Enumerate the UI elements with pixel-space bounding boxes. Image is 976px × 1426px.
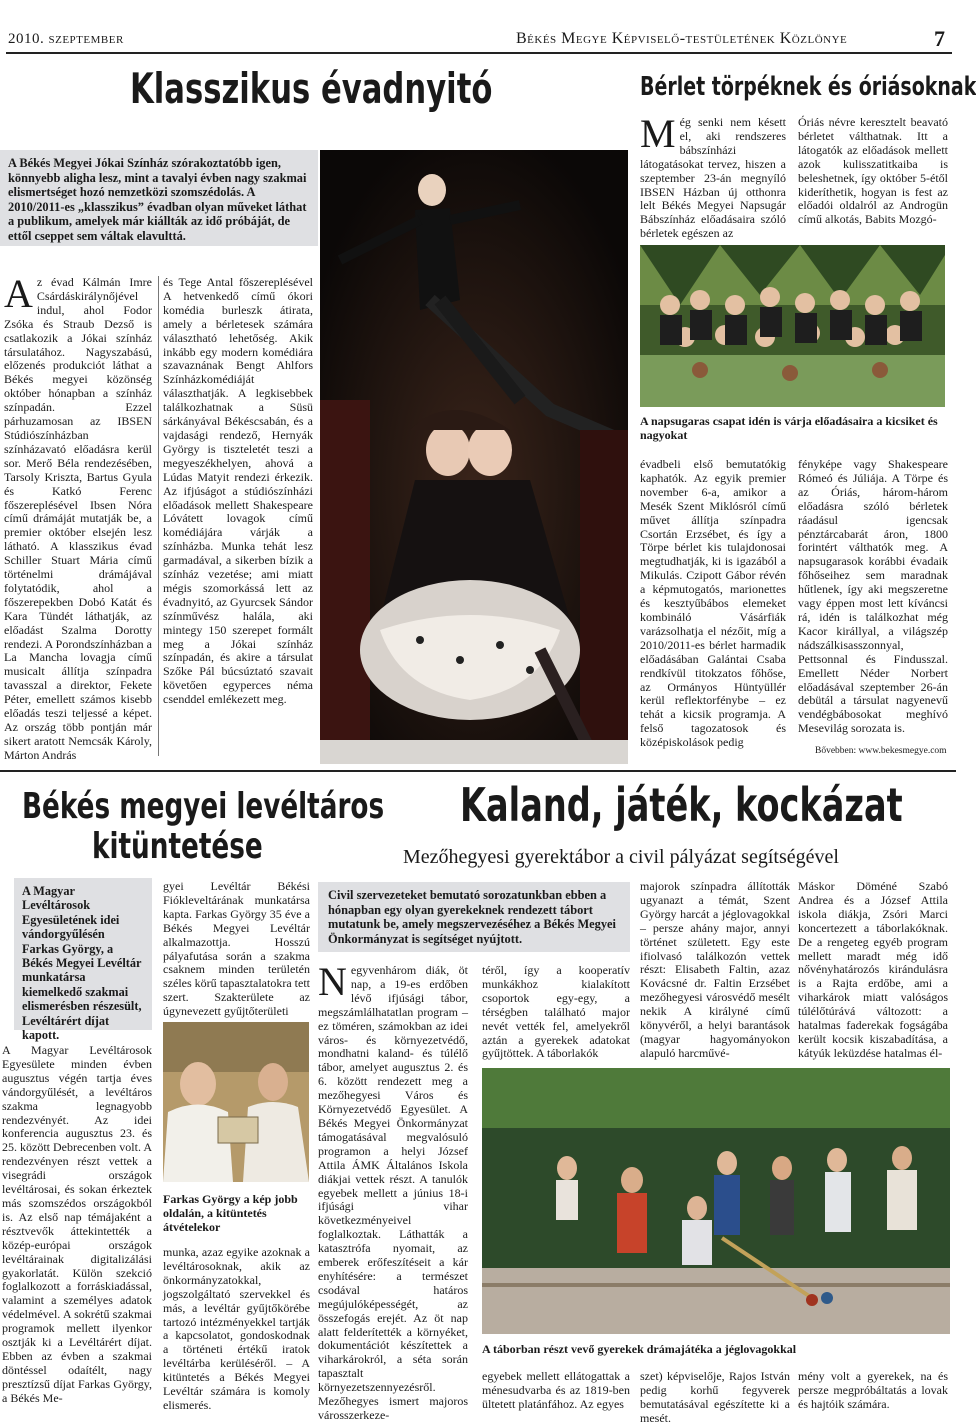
article2-caption: A napsugaras csapat idén is várja előadásaira a kicsiket és nagyokat [640, 414, 938, 442]
article4-title: Kaland, játék, kockázat [460, 778, 903, 832]
article4-col1-text: egyvenhárom diák, öt nap, a 19-es erdőben lévő ifjúsági tábor, megszámlálhatatlan program – ez töméren, számokban az idei város- és környezetvédő, mondhatni kaland- és túlélő tábor, amelyet augusztus 2. és 6. között rendezett meg a mezőhegyesi Város és Környezetvédő Egyesület. A Békés Megyei Önkormányzat támogatásával megvalósuló programon a helyi József Attila ÁMK Általános Iskola diákjai vettek részt. A tanulók egyebek mellett a június 18-i ifjúsági vihar következményeivel foglalkoztak. Láthatták a katasztrófa nyomait, az emberek erőfeszítéseit a kár enyhítésére: a természet csodával határos megújulóképességét, az összefogás erejét. Az öt nap alatt felderítették a környéket, dokumentációt készítettek a viharkárokról, a séta során tapasztalt környezetszennyezésről. Mezőhegyes ismert majoros városszerkeze- [318, 963, 468, 1422]
article4-dropcap: N [318, 959, 347, 1004]
article1-dropcap: A [4, 271, 33, 316]
article4-bottom1: egyebek mellett ellátogattak a ménesudvarba és az 1819-ben ültetett platánfához. Az egyes [482, 1369, 630, 1411]
article3-col2: gyei Levéltár Békési Fiókleveltárának munkatársa kapta. Farkas György 35 éve a Békés Megyei Levéltár alkalmazottja. Hosszú pályafutása során a szakma csaknem minden területén széles körű tapasztalatokra tett szert. Szakterülete az úgynevezett gyűjtőterületi [163, 879, 310, 1019]
article1-lead: A Békés Megyei Jókai Színház szórakoztatóbb igen, könnyebb aligha lesz, mint a tavalyi évben nagy szakmai elismertséget hozó nemzetközi szomszédolás. A 2010/2011-es „klasszikus” évadban olyan műveket láthat a publikum, amelyek már kiállták az idő próbáját, de ettől cseppet sem váltak elavulttá. [0, 150, 318, 246]
publication-name: Békés Megye Képviselő-testületének Közlönye [516, 30, 848, 47]
article4-col1 [318, 959, 468, 1422]
article4-subtitle: Mezőhegyesi gyerektábor a civil pályázat segítségével [403, 846, 839, 868]
article2-col2: Óriás névre keresztelt beavató bérletet válthatnak. Itt a látogatók az előadások mellett azok kulisszatitkaiba is beleshetnek, így október 5-étől kideríthetik, hogyan is fest az előadói oldalról az Androgün című alkotás, Babits Mozgó- [798, 115, 948, 227]
mid-rule [0, 770, 956, 772]
article3-col1: A Magyar Levéltárosok Egyesülete minden évben augusztus végén tartja éves vándorgyűlését, a levéltáros szakma legnagyobb rendezvényét. Az idei konferencia augusztus 23. és 25. között Debrecenben volt. A rendezvényen részt vettek a visegrádi országok levéltárosai, és sokan érkeztek más szomszédos országokból is. Az első nap témájaként a résztvevők áttekintették a közép-európai országok levéltárainak digitalizálási gyakorlatát. Külön szekció foglalkozott a forráskiadással, valamint a személyes adatok védelmével. A sokrétű szakmai programok mellett ilyenkor osztják ki a Levéltárért díjat. Ebben az évben a szakmai döntéssel odaítélt, nagy presztízsű díjat Farkas György, a Békés Me- [2, 1043, 152, 1405]
article3-lead: A Magyar Levéltárosok Egyesületének idei vándorgyűlésén Farkas György, a Békés Megyei Levéltár munkatársa kiemelkedő szakmai elismerésben részesült, Levéltárért díjat kapott. [14, 878, 152, 1030]
article1-col-divider [158, 276, 159, 756]
camp-drama-photo [482, 1068, 950, 1334]
article3-caption: Farkas György a kép jobb oldalán, a kitüntetés átvételekor [163, 1192, 298, 1234]
article2-more-link[interactable]: Bővebben: www.bekesmegye.com [815, 746, 947, 756]
article1-col1 [4, 271, 152, 762]
article3-title-line1: Békés megyei levéltáros [22, 786, 385, 827]
article4-col4: Máskor Döméné Szabó Andrea és a József Attila iskola diákja, Zsóri Marci koncertezett a táborlakóknak. De a rengeteg egyéb program mellett maradt még idő nővényhatározós kirándulásra is a Rajta erdőbe, ami a viharkárok miatt valóságos túlélőtúrává változott: a hatalmas faderekak fogságába került kocsik kiszabadítása, a kátyúk leküzdése hatalmas él- [798, 879, 948, 1060]
article3-col2b: munka, azaz egyike azoknak a levéltárosoknak, akik az önkormányzatokkal, jogszolgáltató szervekkel és más, a levéltár gyűjtőkörébe tartozó intézményekkel tartják a kapcsolatot, gondoskodnak a történeti értékű iratok levéltárba kerüléséről. – A kitüntetés a Békés Megyei Levéltár számára is komoly elismerés. [163, 1245, 310, 1412]
article2-dropcap: M [640, 111, 676, 156]
article1-col2: és Tege Antal főszereplésével A hetvenkedő című ókori komédia burleszk átirata, amely a bérletesek számára választható lehetőség. Akik inkább egy modern komédiára szavaznának Bengt Ahlfors Színházkomédiáját választhatják. A legkisebbek találkozhatnak a Süsü sárkányával Békéscsabán, és a vajdasági rendező, Hernyák György is tiszteletét teszi a megyeszékhelyen, ahová a Lúdas Matyit rendezi érkezik. Az ifjúságot a stúdiószínházi előadások mellett Shakespeare Lóvátett lovagok című komédiájára várják a színházba. Munka tehát lesz garmadával, a sikerben bízik a színház vezetése; ami miatt mégis szomorkássá lett az évadnyitó, az Gyurcsek Sándor színművész halála, aki mintegy 150 szerepet formált meg a Jókai színház színpadán, és akire a társulat Szőke Pál búcsúztató szavait követően egyperces néma csenddel emlékezett meg. [163, 275, 313, 707]
article2-col3: évadbeli első bemutatókig kaphatók. Az egyik premier november 6-a, amikor a Mesék Szent Miklósról című művet állítja színpadra Csortán Erzsébet, és így a Törpe bérlet kis tulajdonosai megtudhatják, ki is igazából a Mikulás. Czipott Gábor révén a képmutogatós, marionettes és kesztyűbábos elemeket kombináló Vásárfiák varázsolhatja el nézőit, míg a 2010/2011-es bérlet harmadik előadásában Galántai Csaba rendkívül titokzatos főhőse, az Ormányos Hüntyüllér kerül reflektorfénybe – ez tehát a kicsik programja. A felső tagozatosok és középiskolások pedig [640, 457, 786, 750]
article1-col1-text: z évad Kálmán Imre Csárdáskirálynőjével indul, ahol Fodor Zsóka és Straub Dezső is csatlakozik a Jókai színház társulatához. Nagyszabású, előzenés produkciót láthat a Békés megyei közönség október hónapban a színház színpadán. Ezzel párhuzamosan az IBSEN Stúdiószínházban színházavató előadásra kerül sor. Merő Béla rendezésében, Tarsoly Kriszta, Bartus Gyula és Katkó Ferenc főszereplésével Ibsen Nóra című drámáját mutatják be, a premier október elsején lesz látható. A klasszikus évad Schiller Stuart Mária című történelmi drámájával folytatódik, ahol a főszerepekben Dobó Katát és Kara Tündét láthatják, az előadást Szalma Dorotty rendezi. A Porondszínházban a La Mancha lovagja című musicalt állítja színpadra tavasszal a direktor, Fekete Péter, emellett számos kisebb előadás teszi teljessé a képet. Az ország több pontján már sikert aratott Nemcsák Károly, Márton András [4, 275, 152, 762]
theater-photo [320, 150, 628, 764]
article4-bottom3: mény volt a gyerekek, na és persze megpróbáltatás a lovak és hajtóik számára. [798, 1369, 948, 1411]
award-ceremony-photo [163, 1022, 309, 1182]
article4-caption: A táborban részt vevő gyerekek drámajátéka a jéglovagokkal [482, 1342, 797, 1356]
header-rule [6, 52, 952, 54]
article2-col1 [640, 111, 786, 241]
puppet-troupe-photo [640, 245, 945, 407]
article4-col3: majorok színpadra állították ugyanazt a témát, Szent György harcát a jéglovagokkal – persze ahány major, annyi történet született. Egy este ifiolvasó találkozón vettek részt: Elisabeth Faltin, azaz Kovácsné dr. Faltin Erzsébet mezőhegyesi városvédő mesélt nekik A királyné című könyvéről, a helyi barantások (magyar hagyományokon alapuló harcművé- [640, 879, 790, 1060]
article3-title-line2: kitüntetése [92, 826, 263, 867]
page-number: 7 [934, 26, 945, 51]
article2-title: Bérlet törpéknek és óriásoknak [640, 72, 976, 102]
article4-lead: Civil szervezeteket bemutató sorozatunkban ebben a hónapban egy olyan gyerekeknek rendezett tábort mutatunk be, amely megszervezéséhez a Békés Megyei Önkormányzat is segítséget nyújtott. [318, 882, 630, 952]
article2-col4: fényképe vagy Shakespeare Rómeó és Júliája. A Törpe és az Óriás, három-három előadásra szóló bérletek ráadásul igencsak pénztárcabarát áron, 1800 forintért válthatók meg. A napsugarasok korábbi évadaik főhőseihez sem maradnak hűtlenek, így aki megszeretne vagy éppen most lett kíváncsi rá, idén is találkozhat még Kacor királlyal, a világszép nádszálkisasszonnyal, Pettsonnal és Findusszal. Emellett Néder Norbert előadásával szeptember 26-án debütál a társulat nagyenevű vendégbábosokat meghívó Mesevilág sorozata is. [798, 457, 948, 736]
article2-col1-text: ég senki nem késett el, aki rendszeres bábszínházi látogatásokat tervez, hiszen a szeptember 23-án megnyíló IBSEN Házban új otthonra lelt Békés Megyei Napsugár Bábszínház előadásaira szóló bérletek egészen az [640, 115, 786, 241]
article1-title: Klasszikus évadnyitó [130, 64, 493, 113]
issue-date: 2010. szeptember [8, 31, 124, 47]
article4-col2: téről, így a kooperatív munkákhoz kialakított csoportok egy-egy, a térségben található major nevét vették fel, amelyekről aztán a gyerekek adatokat gyűjtöttek. A táborlakók [482, 963, 630, 1061]
article4-bottom2: szet) képviselője, Rajos István pedig korhű fegyverek bemutatásával egészítette ki a mesét. [640, 1369, 790, 1425]
